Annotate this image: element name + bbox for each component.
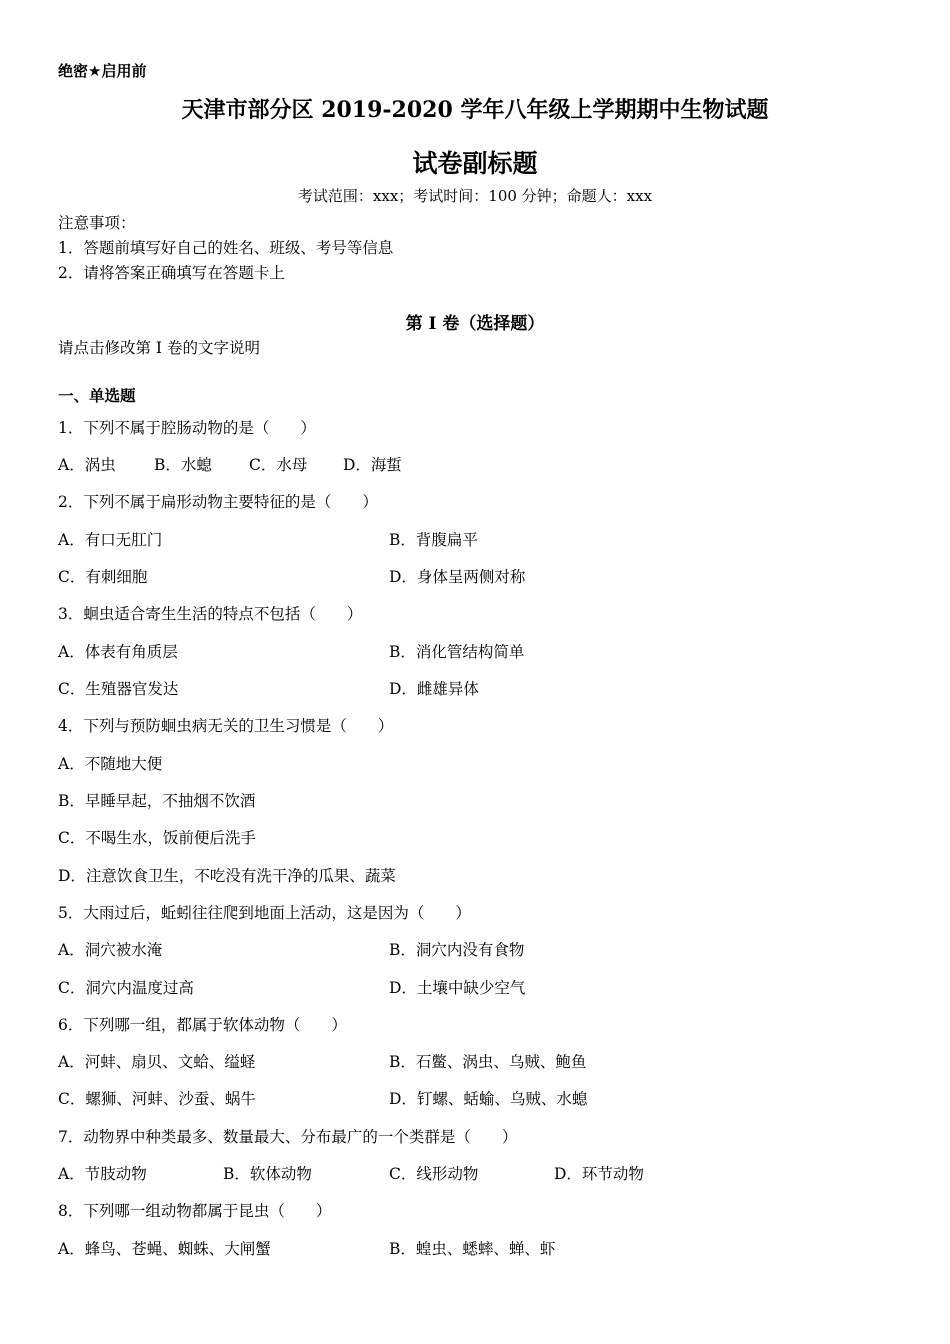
option: C．线形动物	[389, 1165, 479, 1183]
option: D．身体呈两侧对称	[389, 568, 526, 586]
option: D．注意饮食卫生，不吃没有洗干净的瓜果、蔬菜	[58, 867, 396, 885]
exam-info: 考试范围：xxx；考试时间：100 分钟；命题人：xxx	[297, 187, 653, 205]
option: C．不喝生水，饭前便后洗手	[58, 829, 256, 847]
option: C．有刺细胞	[58, 568, 148, 586]
option: C．生殖器官发达	[58, 680, 179, 698]
notes-item: 1．答题前填写好自己的姓名、班级、考号等信息	[58, 239, 394, 257]
question-text: 5．大雨过后，蚯蚓往往爬到地面上活动，这是因为（ ）	[58, 904, 471, 922]
option: D．土壤中缺少空气	[389, 979, 526, 997]
option: B．蝗虫、蟋蟀、蝉、虾	[389, 1240, 556, 1258]
option: B．背腹扁平	[389, 531, 478, 549]
section-title: 第 I 卷（选择题）	[405, 314, 545, 334]
question-text: 4．下列与预防蛔虫病无关的卫生习惯是（ ）	[58, 717, 394, 735]
option: B．洞穴内没有食物	[389, 941, 525, 959]
option: A．体表有角质层	[58, 643, 178, 661]
notes-heading: 注意事项：	[58, 214, 136, 232]
option: C．水母	[249, 456, 308, 474]
question-text: 2．下列不属于扁形动物主要特征的是（ ）	[58, 493, 378, 511]
option: A．河蚌、扇贝、文蛤、缢蛏	[58, 1053, 256, 1071]
exam-title: 天津市部分区 2019-2020 学年八年级上学期期中生物试题	[181, 97, 769, 123]
option: B．早睡早起，不抽烟不饮酒	[58, 792, 256, 810]
option: D．环节动物	[554, 1165, 644, 1183]
option: A．蜂鸟、苍蝇、蜘蛛、大闸蟹	[58, 1240, 271, 1258]
part-heading: 一、单选题	[58, 387, 136, 405]
option: C．洞穴内温度过高	[58, 979, 194, 997]
question-text: 7．动物界中种类最多、数量最大、分布最广的一个类群是（ ）	[58, 1128, 518, 1146]
option: B．水螅	[154, 456, 212, 474]
question-text: 8．下列哪一组动物都属于昆虫（ ）	[58, 1202, 332, 1220]
question-text: 6．下列哪一组，都属于软体动物（ ）	[58, 1016, 347, 1034]
exam-subtitle: 试卷副标题	[412, 149, 538, 178]
section-note: 请点击修改第 I 卷的文字说明	[58, 339, 260, 357]
option: A．洞穴被水淹	[58, 941, 163, 959]
option: D．雌雄异体	[389, 680, 479, 698]
option: B．软体动物	[223, 1165, 312, 1183]
option: B．石鳖、涡虫、乌贼、鲍鱼	[389, 1053, 587, 1071]
option: C．螺狮、河蚌、沙蚕、蜗牛	[58, 1090, 256, 1108]
option: B．消化管结构简单	[389, 643, 525, 661]
option: A．有口无肛门	[58, 531, 163, 549]
option: A．涡虫	[58, 456, 116, 474]
option: A．不随地大便	[58, 755, 163, 773]
option: A．节肢动物	[58, 1165, 147, 1183]
option: D．海蜇	[343, 456, 402, 474]
confidential-label: 绝密★启用前	[58, 62, 147, 80]
question-text: 1．下列不属于腔肠动物的是（ ）	[58, 419, 316, 437]
question-text: 3．蛔虫适合寄生生活的特点不包括（ ）	[58, 605, 363, 623]
option: D．钉螺、蛞蝓、乌贼、水螅	[389, 1090, 588, 1108]
notes-item: 2．请将答案正确填写在答题卡上	[58, 264, 285, 282]
